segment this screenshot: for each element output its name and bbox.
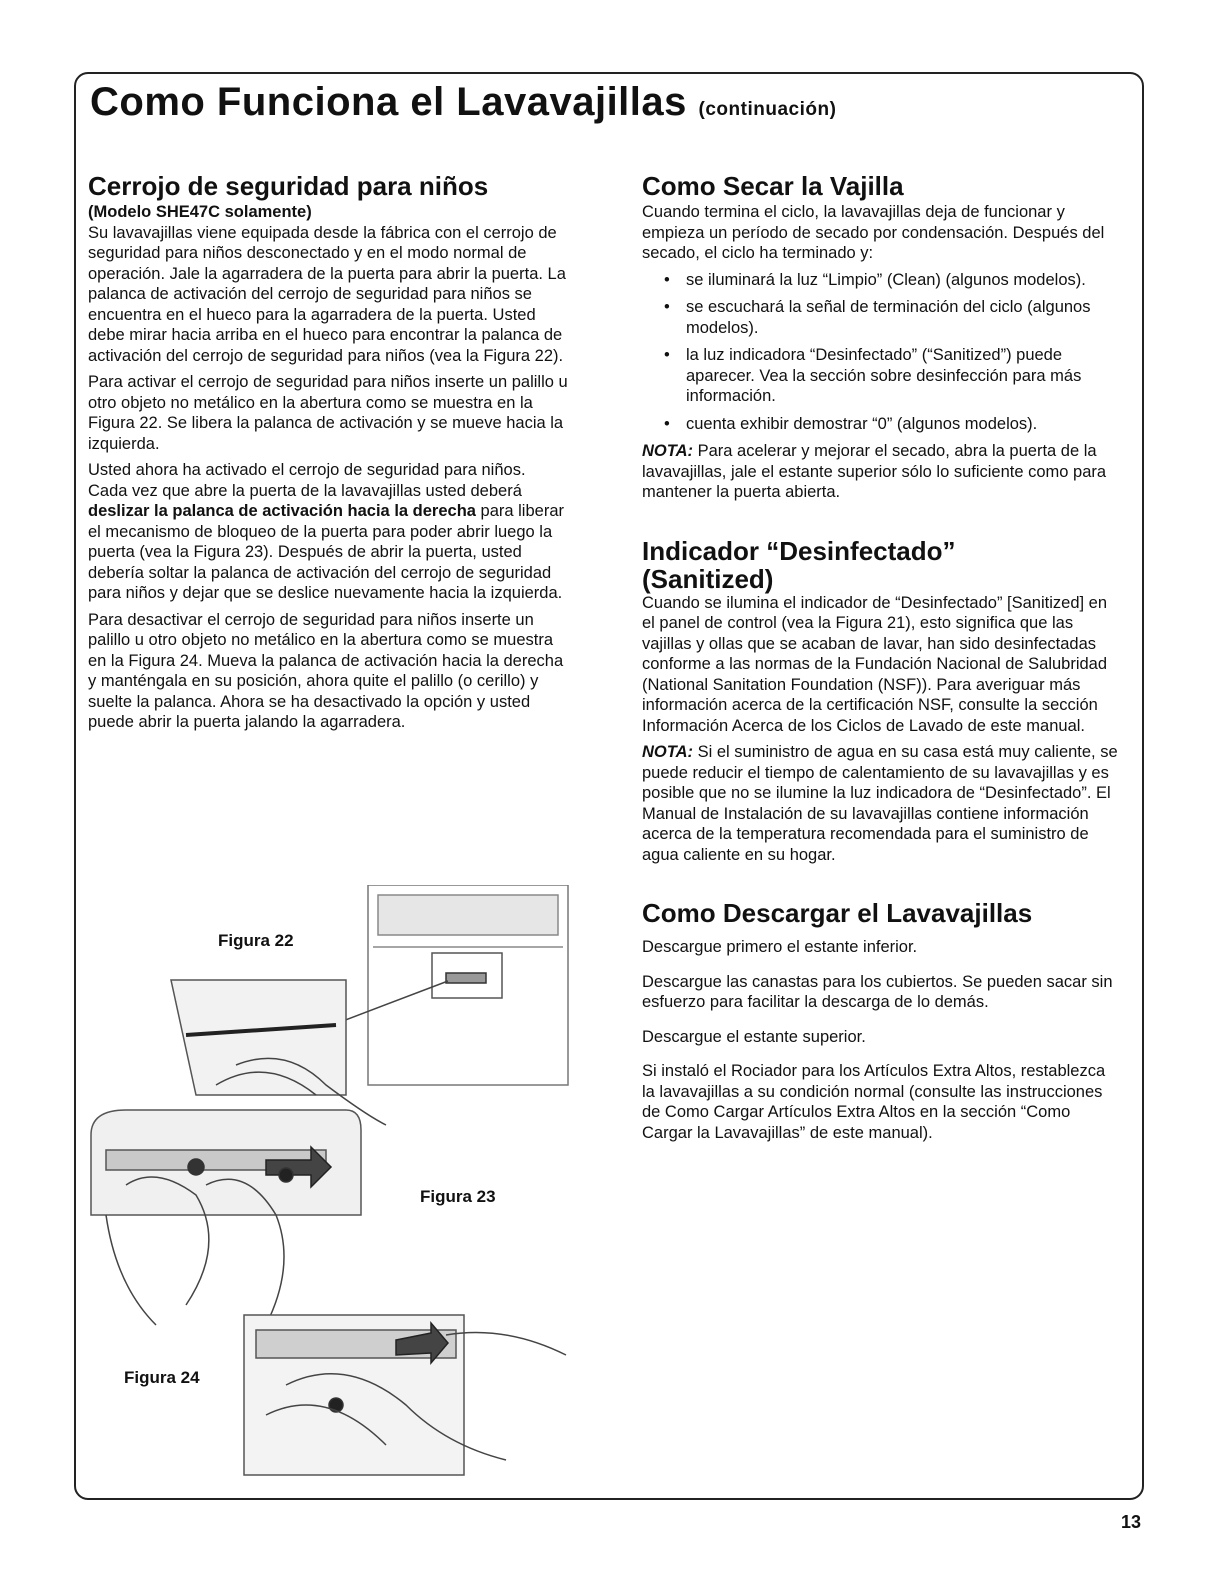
child-lock-paragraph-1: Su lavavajillas viene equipada desde la fábrica con el cerrojo de seguridad para niños desconectado y en el modo normal de operación. Jale la agarradera de la puerta para abrir la puerta. La palanca de activación del cerrojo de seguridad para niños se encuentra en el hueco para la agarradera de la puerta. Usted debe mirar hacia arriba en el hueco para encontrar la palanca de activación del cerrojo de seguridad para niños (vea la Figura 22). [88, 223, 566, 365]
drying-paragraph: Cuando termina el ciclo, la lavavajillas deja de funcionar y empieza un período de secado por condensación. Después del secado, el ciclo ha terminado y: [642, 203, 1105, 262]
child-lock-paragraph-2: Para activar el cerrojo de seguridad para niños inserte un palillo u otro objeto no metálico en la abertura como se muestra en la Figura 22. Se libera la palanca de activación y se mueve hacia la izquierda. [88, 373, 568, 453]
sanitized-paragraph: Cuando se ilumina el indicador de “Desinfectado” [Sanitized] en el panel de control (vea la Figura 21), esto significa que las vajillas y ollas que se acaban de lavar, han sido desinfectadas conforme a las normas de la Fundación Nacional de Salubridad (National Sanitation Foundation (NSF)). Para averiguar más información acerca de la certificación NSF, consulte la sección Información Acerca de los Ciclos de Lavado de este manual. [642, 593, 1108, 735]
child-lock-paragraph-4: Para desactivar el cerrojo de seguridad para niños inserte un palillo u otro objeto no metálico en la abertura como se muestra en la Figura 24. Mueva la palanca de activación hacia la derecha y manténgala en su posición, ahora quite el palillo (o cerillo) y suelte la palanca. Ahora se ha desactivado la opción y usted puede abrir la puerta jalando la agarradera. [88, 610, 564, 731]
page-title: Como Funciona el Lavavajillas (continuación) [90, 80, 837, 124]
list-item: • se iluminará la luz “Limpio” (Clean) (algunos modelos). [642, 270, 1122, 291]
unloading-paragraph-4: Si instaló el Rociador para los Artículos Extra Altos, restablezca la lavavajillas a su condición normal (consulte las instrucciones de Como Cargar Artículos Extra Altos en la sección “Como Cargar la Lavavajillas” de este manual). [642, 1062, 1106, 1142]
drying-heading: Como Secar la Vajilla [642, 171, 904, 201]
child-lock-paragraph-3: Usted ahora ha activado el cerrojo de seguridad para niños. Cada vez que abre la puerta de la lavavajillas usted deberá deslizar la palanca de activación hacia la derecha para liberar el mecanismo de bloqueo de la puerta para poder abrir luego la puerta (vea la Figura 23). Después de abrir la puerta, usted debería soltar la palanca de activación del cerrojo de seguridad para niños y dejar que se deslice nuevamente hacia la izquierda. [88, 461, 564, 602]
child-lock-heading: Cerrojo de seguridad para niños [88, 171, 489, 201]
unloading-paragraph-3: Descargue el estante superior. [642, 1027, 866, 1046]
sanitized-note: NOTA: Si el suministro de agua en su casa está muy caliente, se puede reducir el tiempo de calentamiento de su lavavajillas y es posible que no se ilumine la luz indicadora de “Desinfectado”. El Manual de Instalación de su lavavajillas contiene información acerca de la temperatura recomendada para el suministro de agua caliente en su hogar. [642, 743, 1118, 864]
list-item: • la luz indicadora “Desinfectado” (“Sanitized”) puede aparecer. Vea la sección sobre desinfección para más información. [642, 345, 1122, 407]
figure-24-label: Figura 24 [124, 1368, 200, 1387]
right-column [642, 172, 1122, 1149]
unloading-paragraph-2: Descargue las canastas para los cubiertos. Se pueden sacar sin esfuerzo para facilitar la descarga de lo demás. [642, 972, 1113, 1011]
sanitized-heading: Indicador “Desinfectado” (Sanitized) [642, 535, 956, 594]
list-item: • cuenta exhibir demostrar “0” (algunos modelos). [642, 414, 1122, 435]
drying-bullet-list [642, 270, 1122, 435]
child-lock-subheading: (Modelo SHE47C solamente) [88, 203, 312, 221]
figure-22-label: Figura 22 [218, 931, 294, 950]
page-subtitle: (continuación) [698, 99, 837, 120]
page-number: 13 [1120, 1512, 1141, 1532]
child-lock-emphasis: deslizar la palanca de activación hacia la derecha [88, 502, 476, 520]
unloading-paragraph-1: Descargue primero el estante inferior. [642, 938, 918, 956]
unloading-heading: Como Descargar el Lavavajillas [642, 898, 1033, 928]
drying-note: NOTA: Para acelerar y mejorar el secado, abra la puerta de la lavavajillas, jale el estante superior sólo lo suficiente como para mantener la puerta abierta. [642, 442, 1107, 501]
list-item: • se escuchará la señal de terminación del ciclo (algunos modelos). [642, 297, 1122, 338]
figure-illustrations [86, 885, 586, 1485]
left-column [88, 172, 568, 739]
figure-23-label: Figura 23 [420, 1187, 496, 1206]
